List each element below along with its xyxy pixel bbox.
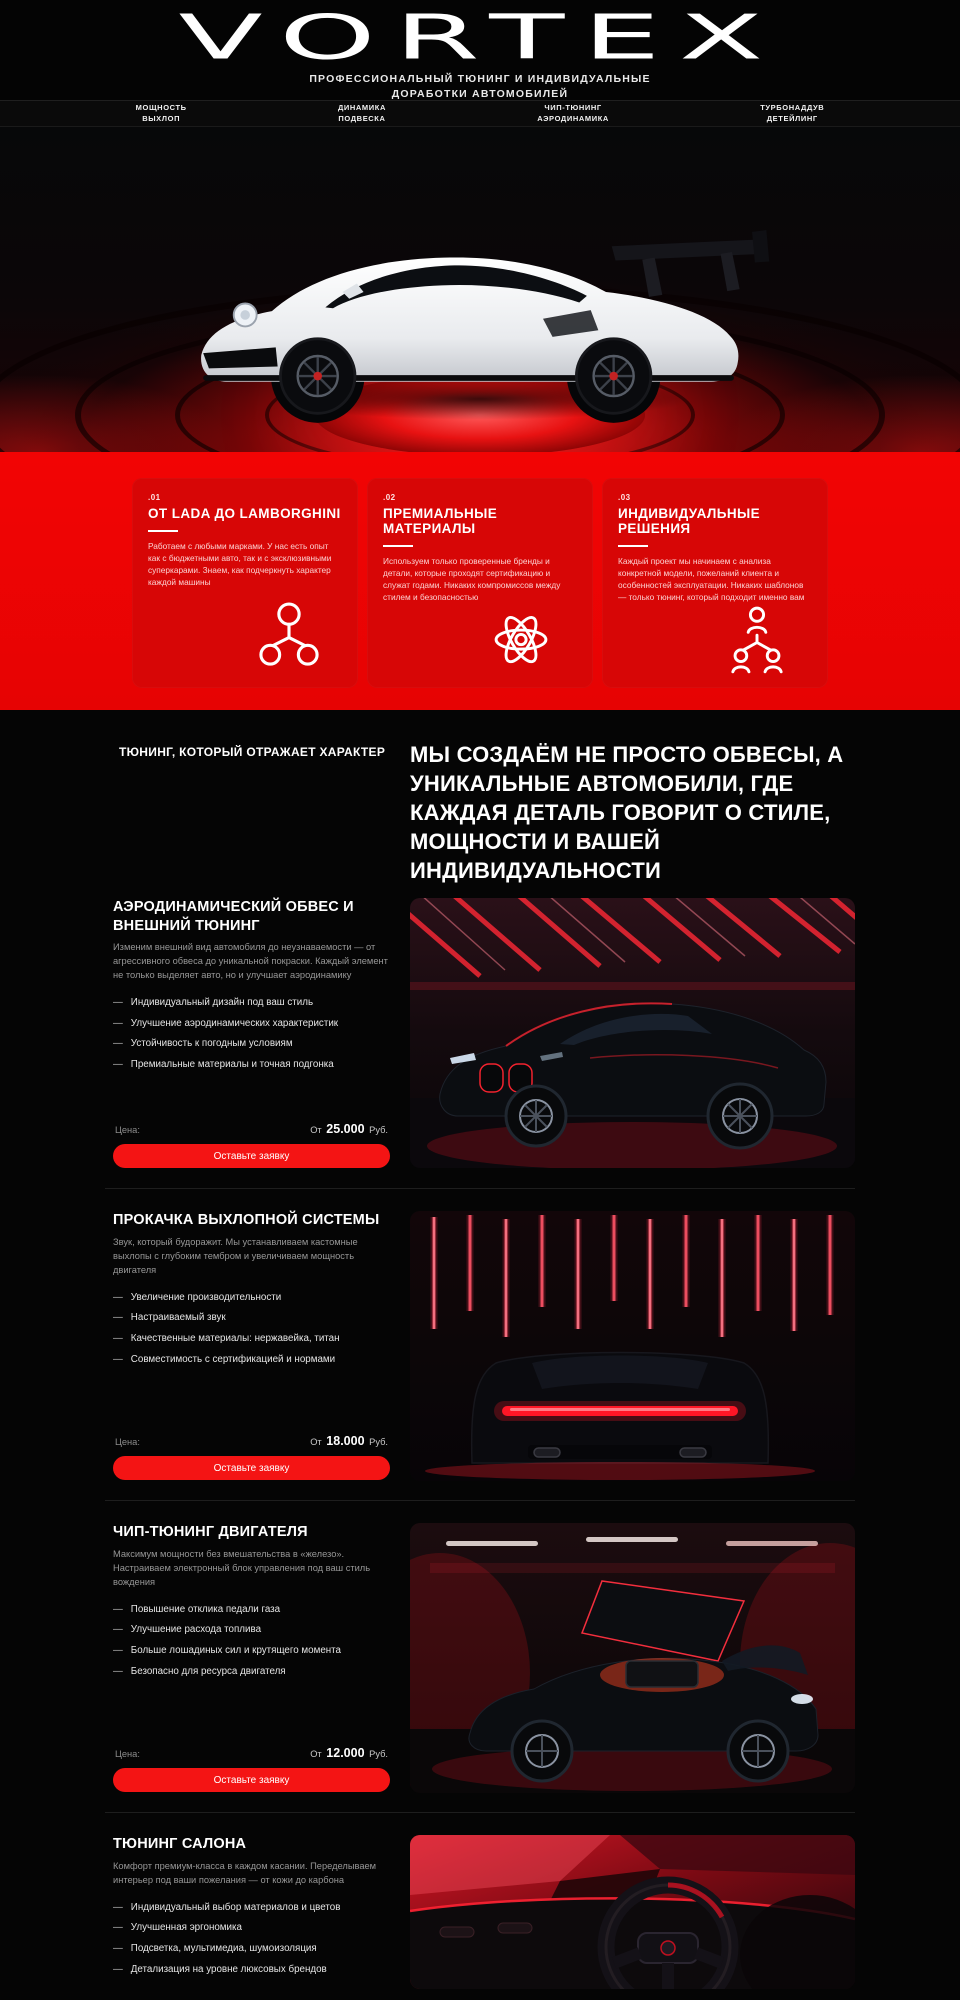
bullet-dash: — (113, 1038, 122, 1050)
hero-section (0, 127, 960, 452)
price-value (310, 1746, 388, 1760)
service-info (105, 898, 390, 1168)
bullet-text: Индивидуальный дизайн под ваш стиль (130, 997, 314, 1009)
bullet-text: Индивидуальный выбор материалов и цветов (130, 1901, 341, 1913)
atom-icon (479, 603, 563, 676)
price-number: 18.000 (326, 1434, 365, 1449)
bullet-dash: — (113, 1332, 122, 1344)
header-subtitle-line1: ПРОФЕССИОНАЛЬНЫЙ ТЮНИНГ И ИНДИВИДУАЛЬНЫЕ (309, 73, 651, 85)
service-image-bodykit (410, 898, 855, 1168)
card-text: Используем только проверенные бренды и детали, которые проходят сертификацию и служат годами. Никаких компромиссов между стилем и безопасностью (383, 555, 561, 602)
nav-label: ДЕТЕЙЛИНГ (766, 113, 818, 123)
header-subtitle-line2: ДОРАБОТКИ АВТОМОБИЛЕЙ (391, 88, 569, 100)
card-divider (383, 545, 413, 547)
bullet-dash: — (113, 1942, 122, 1954)
card-number: .01 (148, 493, 161, 502)
bullet-text: Безопасно для ресурса двигателя (130, 1665, 286, 1677)
card-text: Работаем с любыми марками. У нас есть опыт как с бюджетными авто, так и с эксклюзивными суперкарами. Знаем, как подчеркнуть характер каждой машины (148, 541, 332, 588)
nav-label: ВЫХЛОП (142, 113, 181, 123)
bullet-text: Подсветка, мультимедиа, шумоизоляция (130, 1942, 317, 1954)
service-section-aero-bodykit (105, 898, 855, 1168)
bullet-text: Улучшенная эргономика (130, 1922, 242, 1934)
feature-card-custom (602, 478, 828, 688)
service-info (105, 1523, 390, 1792)
service-title: АЭРОДИНАМИЧЕСКИЙ ОБВЕС И ВНЕШНИЙ ТЮНИНГ (113, 899, 354, 934)
nav-label: ПОДВЕСКА (338, 113, 386, 123)
bullet-dash: — (113, 1603, 122, 1615)
main-nav (0, 100, 960, 127)
price-row (113, 1434, 390, 1448)
price-prefix: От (310, 1437, 322, 1448)
service-image-interior (410, 1835, 855, 1989)
service-info (105, 1835, 390, 1988)
bullet-text: Качественные материалы: нержавейка, титан (130, 1332, 340, 1344)
bullet-item (113, 1665, 390, 1680)
car-open-hood-red-garage-photo (410, 1523, 855, 1793)
bullet-text: Устойчивость к погодным условиям (130, 1038, 293, 1050)
service-description: Звук, который будоражит. Мы устанавливаем кастомные выхлопы с глубоким тембром и увеличиваем мощность двигателя (113, 1236, 358, 1275)
site-header (0, 0, 960, 100)
bullet-dash: — (113, 1922, 122, 1934)
service-bullets (113, 996, 390, 1079)
bullet-item (113, 1942, 390, 1957)
header-subtitle (0, 72, 960, 100)
bullet-item (113, 1058, 390, 1073)
bullet-dash: — (113, 1059, 122, 1071)
card-title: ИНДИВИДУАЛЬНЫЕ РЕШЕНИЯ (618, 506, 761, 536)
feature-card-materials (367, 478, 593, 688)
bullet-dash: — (113, 1901, 122, 1913)
nav-label: АЭРОДИНАМИКА (537, 113, 609, 123)
price-value (310, 1122, 388, 1136)
nav-label: ЧИП-ТЮНИНГ (544, 102, 602, 112)
nav-label: ДИНАМИКА (337, 102, 386, 112)
car-rear-red-taillights-photo (410, 1211, 855, 1481)
nav-label: ТУРБОНАДДУВ (760, 102, 825, 112)
service-section-exhaust (105, 1188, 855, 1480)
nav-item-dynamics-suspension[interactable] (338, 103, 386, 125)
bullet-text: Настраиваемый звук (130, 1312, 226, 1324)
price-row (113, 1746, 390, 1760)
service-info (105, 1211, 390, 1480)
molecule-icon (250, 596, 328, 676)
service-description: Максимум мощности без вмешательства в «железо». Настраиваем электронный блок управления под ваш стиль вождения (113, 1548, 371, 1587)
card-text: Каждый проект мы начинаем с анализа конкретной модели, пожеланий клиента и особенностей эксплуатации. Никаких шаблонов — только тюнинг, который подходит именно вам (618, 555, 805, 602)
bullet-item (113, 1311, 390, 1326)
feature-card-brands (132, 478, 358, 688)
bullet-dash: — (113, 1644, 122, 1656)
bullet-text: Больше лошадиных сил и крутящего момента (130, 1644, 342, 1656)
intro-heading: МЫ СОЗДАЁМ НЕ ПРОСТО ОБВЕСЫ, А УНИКАЛЬНЫЕ АВТОМОБИЛИ, ГДЕ КАЖДАЯ ДЕТАЛЬ ГОВОРИТ О СТИЛЕ, МОЩНОСТИ И ВАШЕЙ ИНДИВИДУАЛЬНОСТИ (410, 742, 844, 884)
service-bullets (113, 1291, 390, 1374)
intro-label: ТЮНИНГ, КОТОРЫЙ ОТРАЖАЕТ ХАРАКТЕР (119, 745, 386, 759)
bullet-item (113, 1901, 390, 1916)
bullet-text: Улучшение расхода топлива (130, 1624, 262, 1636)
bullet-item (113, 1644, 390, 1659)
price-value (310, 1434, 388, 1448)
bullet-dash: — (113, 1291, 122, 1303)
service-description: Изменим внешний вид автомобиля до неузнаваемости — от агрессивного обвеса до уникальной покраски. Каждый элемент не только выделяет авто, но и улучшает аэродинамику (113, 942, 388, 981)
bullet-item (113, 1353, 390, 1368)
bullet-dash: — (113, 1017, 122, 1029)
service-section-interior (105, 1812, 855, 1988)
rear-wing (612, 230, 770, 297)
bullet-item (113, 1332, 390, 1347)
card-divider (148, 530, 178, 532)
service-description: Комфорт премиум-класса в каждом касании. Переделываем интерьер под ваши пожелания — от кожи до карбона (113, 1860, 377, 1885)
service-bullets (113, 1603, 390, 1686)
intro-block (105, 710, 855, 885)
nav-item-chiptuning-aero[interactable] (537, 103, 609, 125)
request-button[interactable]: Оставьте заявку (113, 1144, 390, 1168)
service-image-chiptuning (410, 1523, 855, 1793)
bullet-text: Повышение отклика педали газа (130, 1603, 281, 1615)
features-section (0, 452, 960, 710)
bullet-item (113, 1921, 390, 1936)
price-prefix: От (310, 1125, 322, 1136)
team-hierarchy-icon (716, 603, 798, 676)
bullet-text: Премиальные материалы и точная подгонка (130, 1059, 334, 1071)
logo-wrap (0, 4, 960, 72)
bullet-item (113, 1603, 390, 1618)
service-section-chiptuning (105, 1500, 855, 1792)
bullet-text: Детализация на уровне люксовых брендов (130, 1963, 327, 1975)
price-prefix: От (310, 1749, 322, 1760)
nav-label: МОЩНОСТЬ (135, 102, 187, 112)
price-suffix: Руб. (369, 1125, 388, 1136)
service-bullets (113, 1901, 390, 1984)
card-number: .03 (618, 493, 631, 502)
service-title: ПРОКАЧКА ВЫХЛОПНОЙ СИСТЕМЫ (113, 1212, 380, 1229)
bullet-dash: — (113, 997, 122, 1009)
bullet-dash: — (113, 1353, 122, 1365)
service-title: ТЮНИНГ САЛОНА (113, 1836, 247, 1853)
card-divider (618, 545, 648, 547)
price-suffix: Руб. (369, 1749, 388, 1760)
car-interior-red-ambient-photo (410, 1835, 855, 1989)
card-title: ОТ LADA ДО LAMBORGHINI (148, 506, 341, 521)
request-button[interactable]: Оставьте заявку (113, 1768, 390, 1792)
bullet-item (113, 1963, 390, 1978)
feature-cards (132, 478, 828, 688)
main-content (0, 710, 960, 1988)
nav-item-power-exhaust[interactable] (136, 103, 187, 125)
bullet-dash: — (113, 1312, 122, 1324)
bullet-dash: — (113, 1665, 122, 1677)
bullet-text: Увеличение производительности (130, 1291, 282, 1303)
request-button[interactable]: Оставьте заявку (113, 1456, 390, 1480)
bullet-item (113, 1291, 390, 1306)
vortex-logo: VORTEX (178, 2, 782, 74)
price-label: Цена: (115, 1437, 140, 1448)
card-title: ПРЕМИАЛЬНЫЕ МАТЕРИАЛЫ (383, 506, 498, 536)
bullet-dash: — (113, 1963, 122, 1975)
bullet-item (113, 996, 390, 1011)
nav-item-turbo-detailing[interactable] (760, 103, 824, 125)
price-label: Цена: (115, 1125, 140, 1136)
price-suffix: Руб. (369, 1437, 388, 1448)
service-title: ЧИП-ТЮНИНГ ДВИГАТЕЛЯ (113, 1524, 308, 1541)
card-number: .02 (383, 493, 396, 502)
bullet-item (113, 1623, 390, 1638)
price-number: 25.000 (326, 1122, 365, 1137)
price-label: Цена: (115, 1749, 140, 1760)
bullet-text: Улучшение аэродинамических характеристик (130, 1017, 339, 1029)
bullet-dash: — (113, 1624, 122, 1636)
service-image-exhaust (410, 1211, 855, 1481)
bullet-text: Совместимость с сертификацией и нормами (130, 1353, 336, 1365)
price-row (113, 1122, 390, 1136)
bullet-item (113, 1017, 390, 1032)
bullet-item (113, 1037, 390, 1052)
white-sportscar-image (165, 204, 795, 424)
price-number: 12.000 (326, 1746, 365, 1761)
black-sedan-red-neon-photo (410, 898, 855, 1168)
